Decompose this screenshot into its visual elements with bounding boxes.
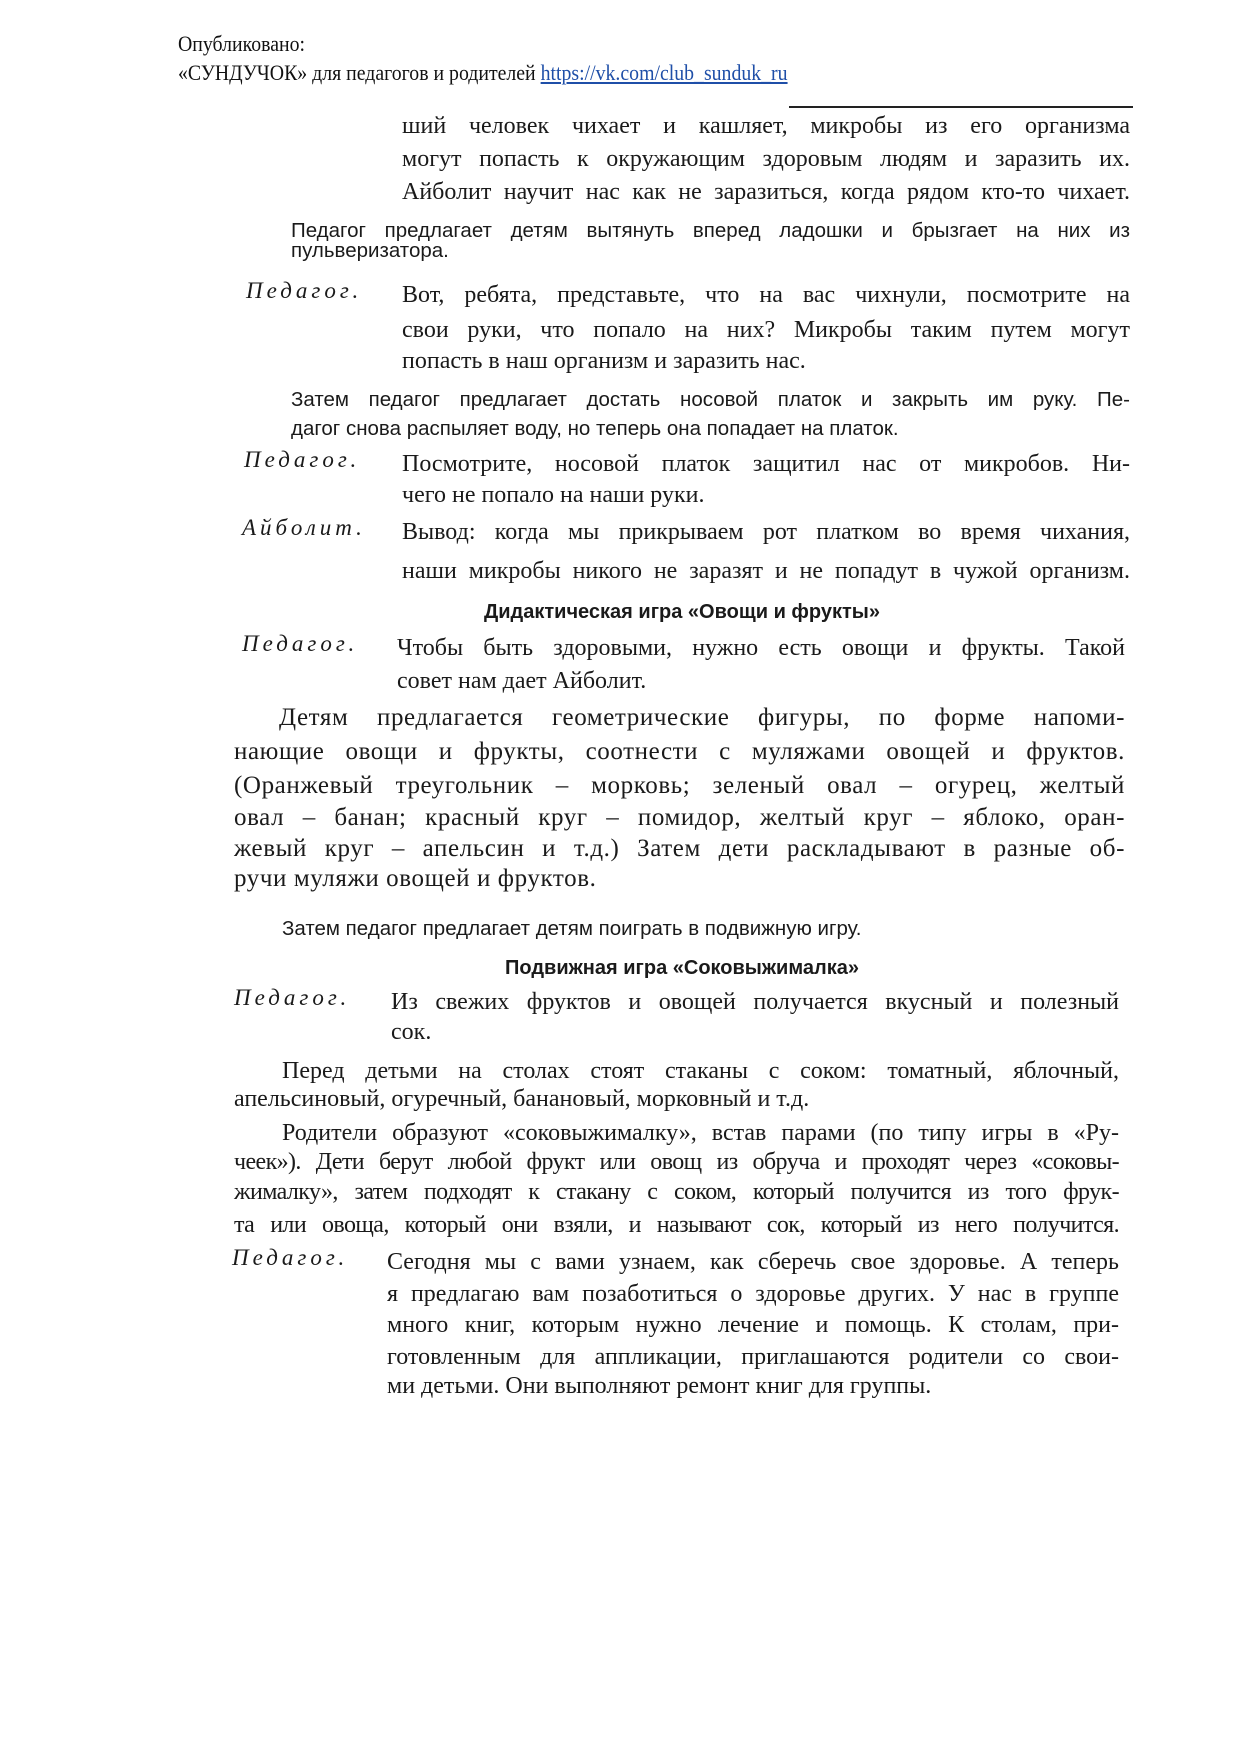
stage-direction-line: Затем педагог предлагает достать носовой платок и закрыть им руку. Пе- [291,388,1130,411]
speaker-label: Педагог. [242,631,359,656]
text-line: (Оранжевый треугольник – морковь; зеленый овал – огурец, желтый [234,772,1125,799]
text-line: Вот, ребята, представьте, что на вас чихнули, посмотрите на [402,282,1130,308]
text-line: Родители образуют «соковыжималку», встав парами (по типу игры в «Ру- [282,1120,1119,1146]
text-line: могут попасть к окружающим здоровым людям и заразить их. [402,146,1130,172]
text-line: овал – банан; красный круг – помидор, желтый круг – яблоко, оран- [234,804,1125,831]
text-line: свои руки, что попало на них? Микробы таким путем могут [402,317,1130,343]
text-line: Перед детьми на столах стоят стаканы с соком: томатный, яблочный, [282,1058,1119,1084]
speaker-label: Педагог. [234,985,351,1010]
stage-direction-line: дагог снова распыляет воду, но теперь она попадает на платок. [291,417,899,440]
source-link[interactable]: https://vk.com/club_sunduk_ru [540,60,788,85]
published-label: Опубликовано: [178,31,305,56]
text-line: сок. [391,1019,432,1045]
text-line: Из свежих фруктов и овощей получается вкусный и полезный [391,989,1119,1015]
text-line: жималку», затем подходят к стакану с соком, который получится из того фрук- [234,1179,1119,1205]
text-line: я предлагаю вам позаботиться о здоровье других. У нас в группе [387,1281,1119,1307]
text-line: ший человек чихает и кашляет, микробы из его организма [402,113,1130,139]
text-line: Айболит научит нас как не заразиться, когда рядом кто-то чихает. [402,179,1130,205]
stage-direction-line: Педагог предлагает детям вытянуть вперед ладошки и брызгает на них из [291,219,1130,242]
speaker-label: Педагог. [246,278,363,303]
text-line: ми детьми. Они выполняют ремонт книг для группы. [387,1373,932,1399]
text-line: Детям предлагается геометрические фигуры, по форме напоми- [279,704,1125,731]
text-line: готовленным для аппликации, приглашаются родители со свои- [387,1344,1119,1370]
text-line: нающие овощи и фрукты, соотнести с муляжами овощей и фруктов. [234,738,1125,765]
text-line: чеек»). Дети берут любой фрукт или овощ из обруча и проходят через «соковы- [234,1149,1119,1175]
speaker-label: Педагог. [244,447,361,472]
text-line: ручи муляжи овощей и фруктов. [234,865,597,892]
text-line: Посмотрите, носовой платок защитил нас от микробов. Ни- [402,451,1130,477]
text-line: наши микробы никого не заразят и не попадут в чужой организм. [402,558,1130,584]
source-line [178,59,788,87]
text-line: Вывод: когда мы прикрываем рот платком во время чихания, [402,519,1130,545]
text-line: та или овоща, который они взяли, и называют сок, который из него получится. [234,1212,1119,1238]
text-line: совет нам дает Айболит. [397,668,647,694]
page-top-rule [789,106,1133,108]
section-heading: Дидактическая игра «Овощи и фрукты» [483,601,881,623]
text-line: Чтобы быть здоровыми, нужно есть овощи и фрукты. Такой [397,635,1125,661]
stage-direction-line: пульверизатора. [291,239,449,262]
text-line: попасть в наш организм и заразить нас. [402,348,806,374]
section-heading: Подвижная игра «Соковыжималка» [505,957,859,979]
speaker-label: Педагог. [232,1245,349,1270]
text-line: апельсиновый, огуречный, банановый, морковный и т.д. [234,1086,810,1112]
speaker-label: Айболит. [242,515,366,540]
text-line: много книг, которым нужно лечение и помощь. К столам, при- [387,1312,1119,1338]
text-line: жевый круг – апельсин и т.д.) Затем дети раскладывают в разные об- [234,835,1125,862]
text-line: чего не попало на наши руки. [402,482,705,508]
text-line: Сегодня мы с вами узнаем, как сберечь свое здоровье. А теперь [387,1249,1119,1275]
source-text: «СУНДУЧОК» для педагогов и родителей [178,60,536,85]
stage-direction-line: Затем педагог предлагает детям поиграть в подвижную игру. [282,917,862,940]
